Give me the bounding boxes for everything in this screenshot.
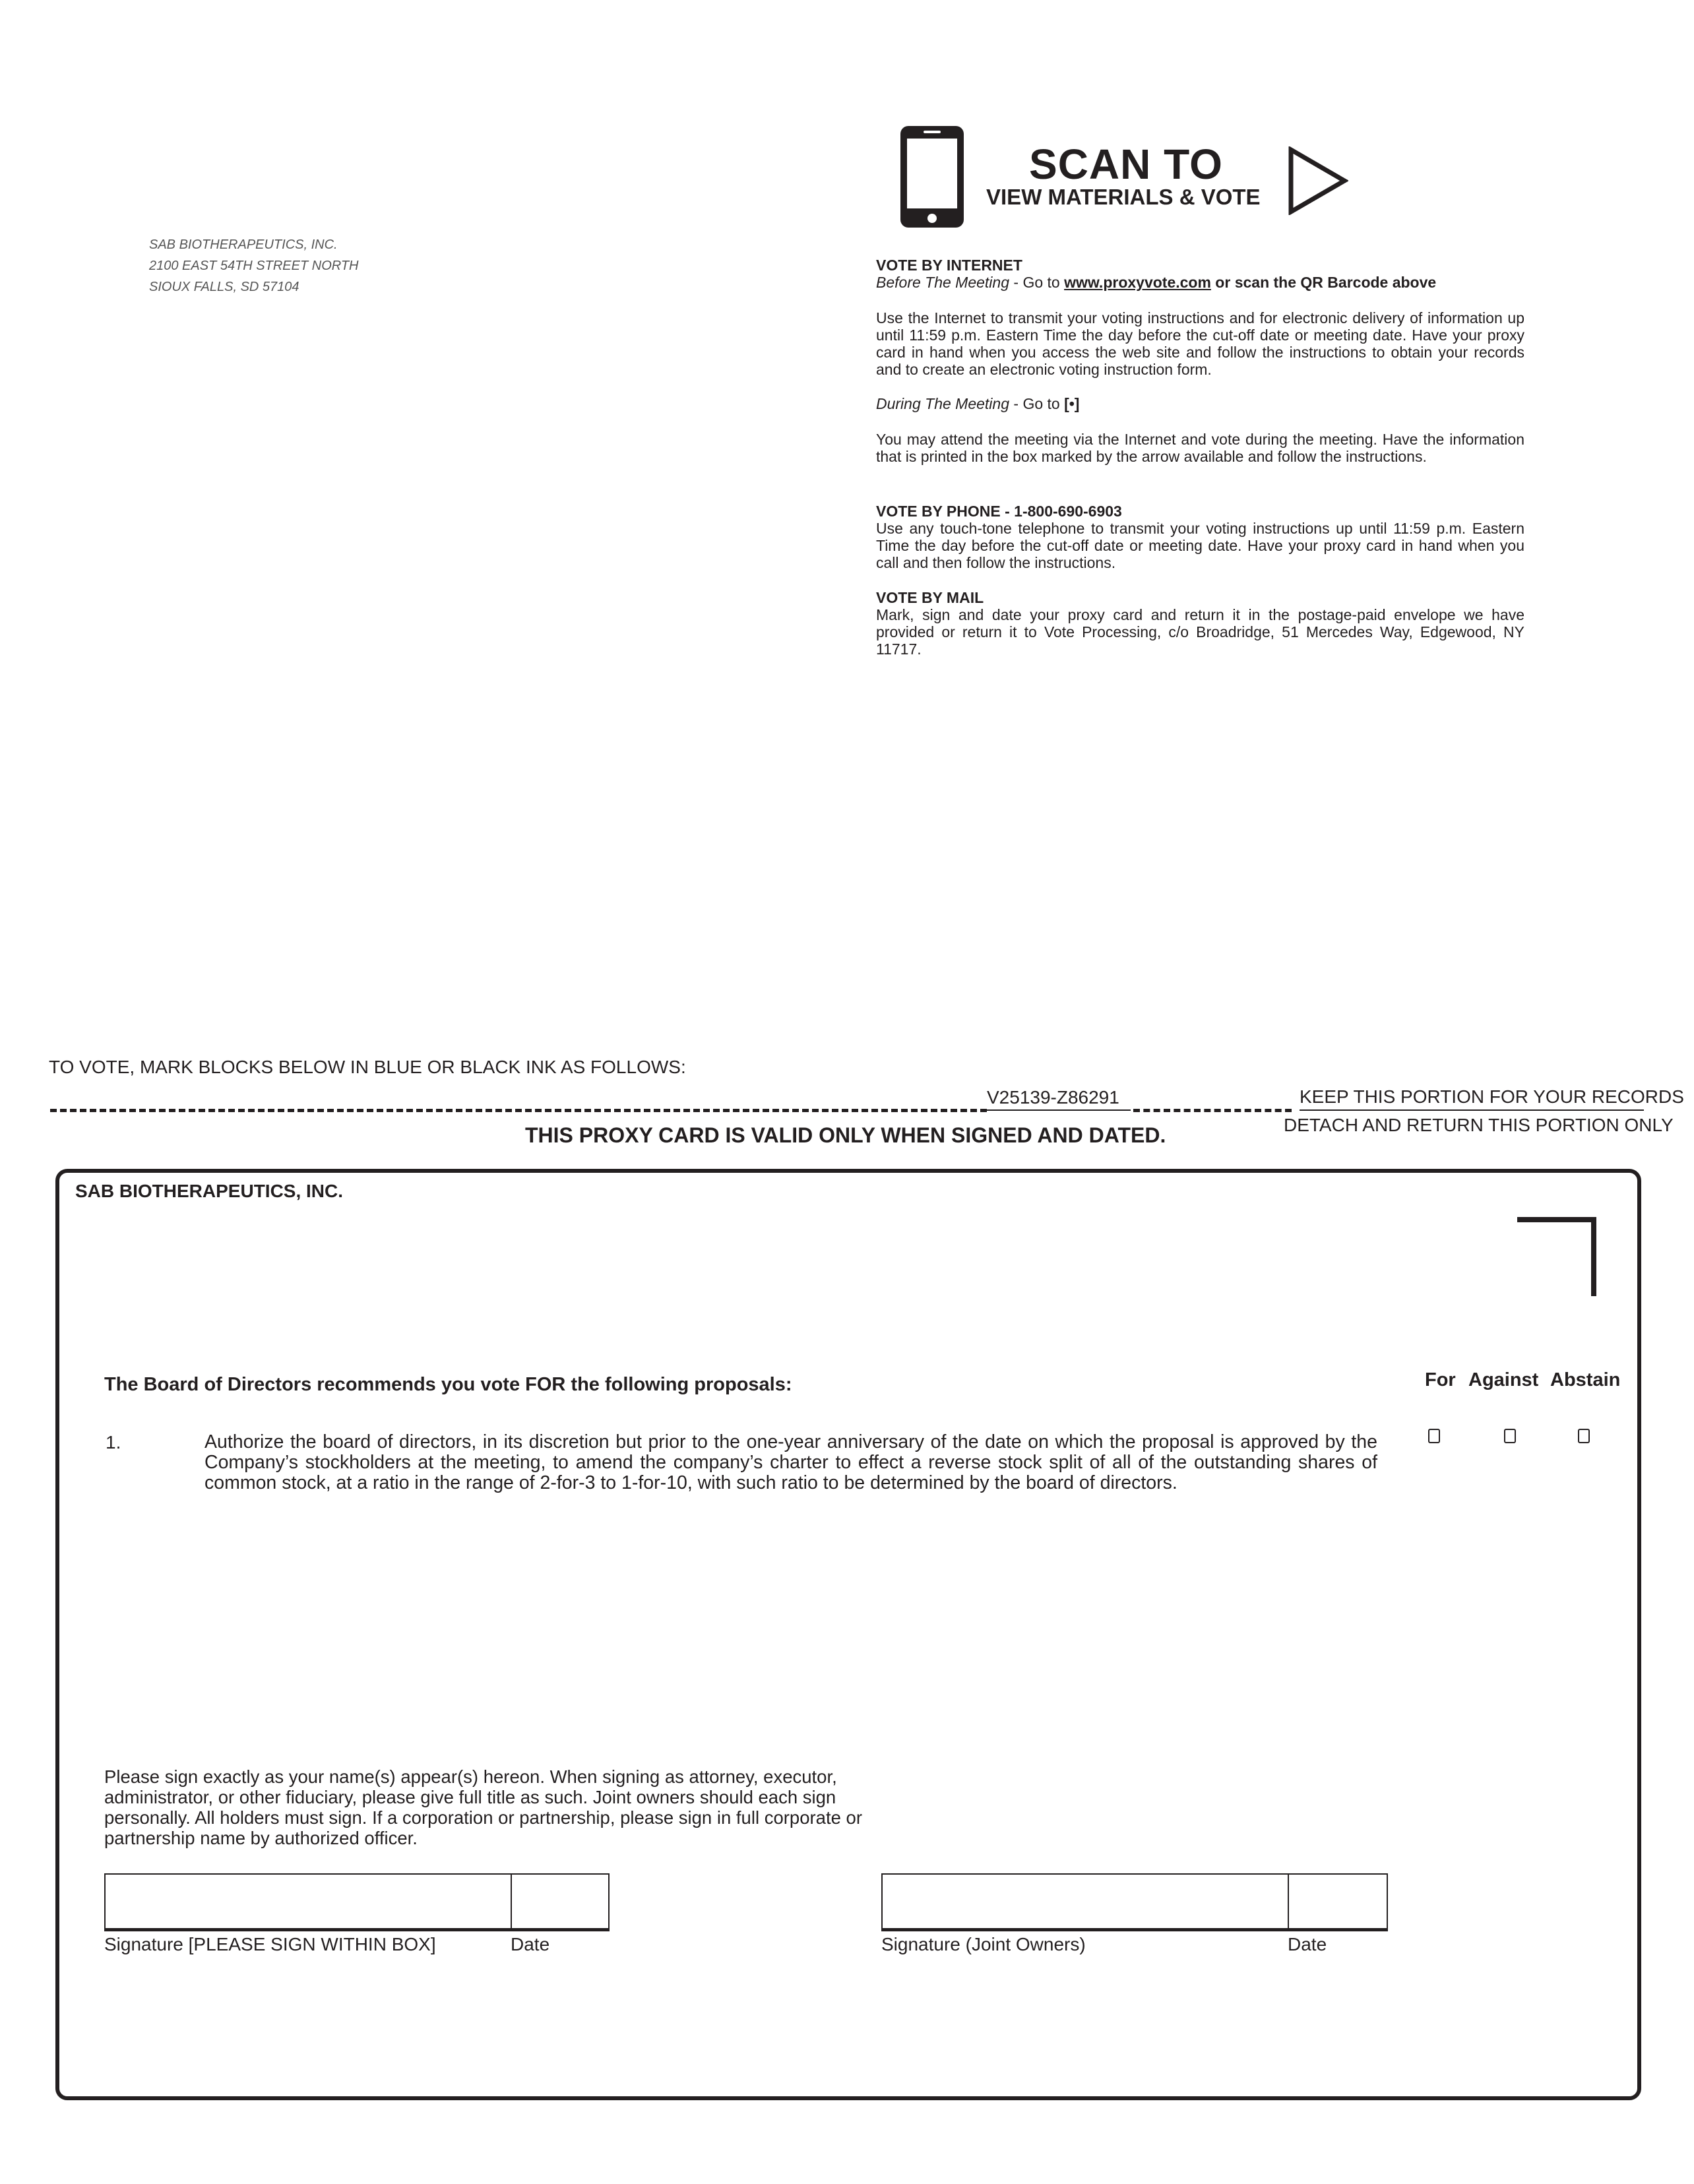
vote-internet-during-body: You may attend the meeting via the Internet and vote during the meeting. Have the information that is printed in the box marked by the arrow available and follow the instructions. xyxy=(876,431,1524,465)
proposal-number: 1. xyxy=(106,1432,121,1452)
return-address-street: 2100 EAST 54TH STREET NORTH xyxy=(149,259,359,273)
vote-phone-body: Use any touch-tone telephone to transmit your voting instructions up until 11:59 p.m. Eastern Time the day before the cut-off date or meeting date. Have your proxy card in hand when you call and then follow the instructions. xyxy=(876,520,1524,571)
vote-phone-heading: VOTE BY PHONE - 1-800-690-6903 xyxy=(876,503,1122,520)
vote-mail-heading: VOTE BY MAIL xyxy=(876,589,984,606)
scan-title: SCAN TO xyxy=(1029,140,1223,188)
joint-date-box[interactable] xyxy=(1289,1873,1388,1931)
scan-subtitle: VIEW MATERIALS & VOTE xyxy=(986,185,1261,209)
vote-by-phone xyxy=(876,503,1524,571)
joint-signature-label: Signature (Joint Owners) xyxy=(881,1934,1086,1954)
detach-portion-label: DETACH AND RETURN THIS PORTION ONLY xyxy=(1284,1115,1674,1135)
column-abstain: Abstain xyxy=(1550,1369,1621,1390)
column-against: Against xyxy=(1468,1369,1539,1390)
detach-line-right xyxy=(1133,1109,1292,1112)
corner-registration-mark xyxy=(1517,1217,1596,1296)
mark-instruction: TO VOTE, MARK BLOCKS BELOW IN BLUE OR BLACK INK AS FOLLOWS: xyxy=(49,1057,686,1077)
return-address-company: SAB BIOTHERAPEUTICS, INC. xyxy=(149,237,338,252)
signature-label: Signature [PLEASE SIGN WITHIN BOX] xyxy=(104,1934,436,1954)
vote-internet-heading: VOTE BY INTERNET xyxy=(876,257,1022,274)
proxy-card xyxy=(55,1169,1641,2100)
control-number-underline xyxy=(986,1109,1131,1111)
joint-signature-box[interactable] xyxy=(881,1873,1289,1931)
vote-abstain-checkbox[interactable] xyxy=(1578,1429,1590,1443)
keep-portion-label: KEEP THIS PORTION FOR YOUR RECORDS xyxy=(1300,1086,1684,1107)
control-number: V25139-Z86291 xyxy=(987,1087,1119,1108)
column-for: For xyxy=(1425,1369,1456,1390)
before-goto: - Go to xyxy=(1009,274,1065,291)
vote-internet-body: Use the Internet to transmit your voting instructions and for electronic delivery of information up until 11:59 p.m. Eastern Time the day before the cut-off date or meeting date. Have your proxy card in hand when you access the web site and follow the instructions to obtain your records and to create an electronic voting instruction form. xyxy=(876,309,1524,378)
signing-instructions: Please sign exactly as your name(s) appear(s) hereon. When signing as attorney, executor, administrator, or other fiduciary, please give full title as such. Joint owners should each sign personally. All holders must sign. If a corporation or partnership, please sign in full corporate or partnership name by authorized officer. xyxy=(104,1766,862,1848)
vote-against-checkbox[interactable] xyxy=(1504,1429,1516,1443)
joint-date-label: Date xyxy=(1288,1934,1327,1954)
before-suffix: or scan the QR Barcode above xyxy=(1210,274,1437,291)
during-meeting-label: During The Meeting xyxy=(876,395,1009,412)
play-arrow-icon xyxy=(1288,146,1348,215)
vote-for-checkbox[interactable] xyxy=(1428,1429,1440,1443)
vote-internet-during xyxy=(876,395,1524,412)
keep-portion-underline xyxy=(1300,1109,1644,1111)
vote-internet-before xyxy=(876,274,1524,291)
card-company-name: SAB BIOTHERAPEUTICS, INC. xyxy=(75,1181,344,1201)
proxyvote-link[interactable]: www.proxyvote.com xyxy=(1064,274,1211,291)
board-recommendation: The Board of Directors recommends you vote FOR the following proposals: xyxy=(104,1374,792,1395)
date-label: Date xyxy=(511,1934,550,1954)
return-address xyxy=(149,234,359,297)
signature-box[interactable] xyxy=(104,1873,512,1931)
during-meeting-link[interactable]: [•] xyxy=(1064,395,1080,412)
vote-by-mail xyxy=(876,589,1524,658)
detach-line xyxy=(50,1109,987,1112)
date-box[interactable] xyxy=(512,1873,610,1931)
return-address-city: SIOUX FALLS, SD 57104 xyxy=(149,280,299,294)
proposal-text: Authorize the board of directors, in its discretion but prior to the one-year anniversary of the date on which the proposal is approved by the Company’s stockholders at the meeting, to amend the company’s charter to effect a reverse stock split of all of the outstanding shares of common stock, at a ratio in the range of 2-for-3 to 1-for-10, with such ratio to be determined by the board of directors. xyxy=(204,1431,1377,1493)
vote-mail-body: Mark, sign and date your proxy card and return it in the postage-paid envelope we have provided or return it to Vote Processing, c/o Broadridge, 51 Mercedes Way, Edgewood, NY 11717. xyxy=(876,606,1524,658)
valid-notice: THIS PROXY CARD IS VALID ONLY WHEN SIGNED AND DATED. xyxy=(525,1123,1166,1147)
during-goto: - Go to xyxy=(1009,395,1065,412)
vote-by-internet xyxy=(876,257,1524,465)
smartphone-icon xyxy=(898,124,966,230)
before-meeting-label: Before The Meeting xyxy=(876,274,1010,291)
